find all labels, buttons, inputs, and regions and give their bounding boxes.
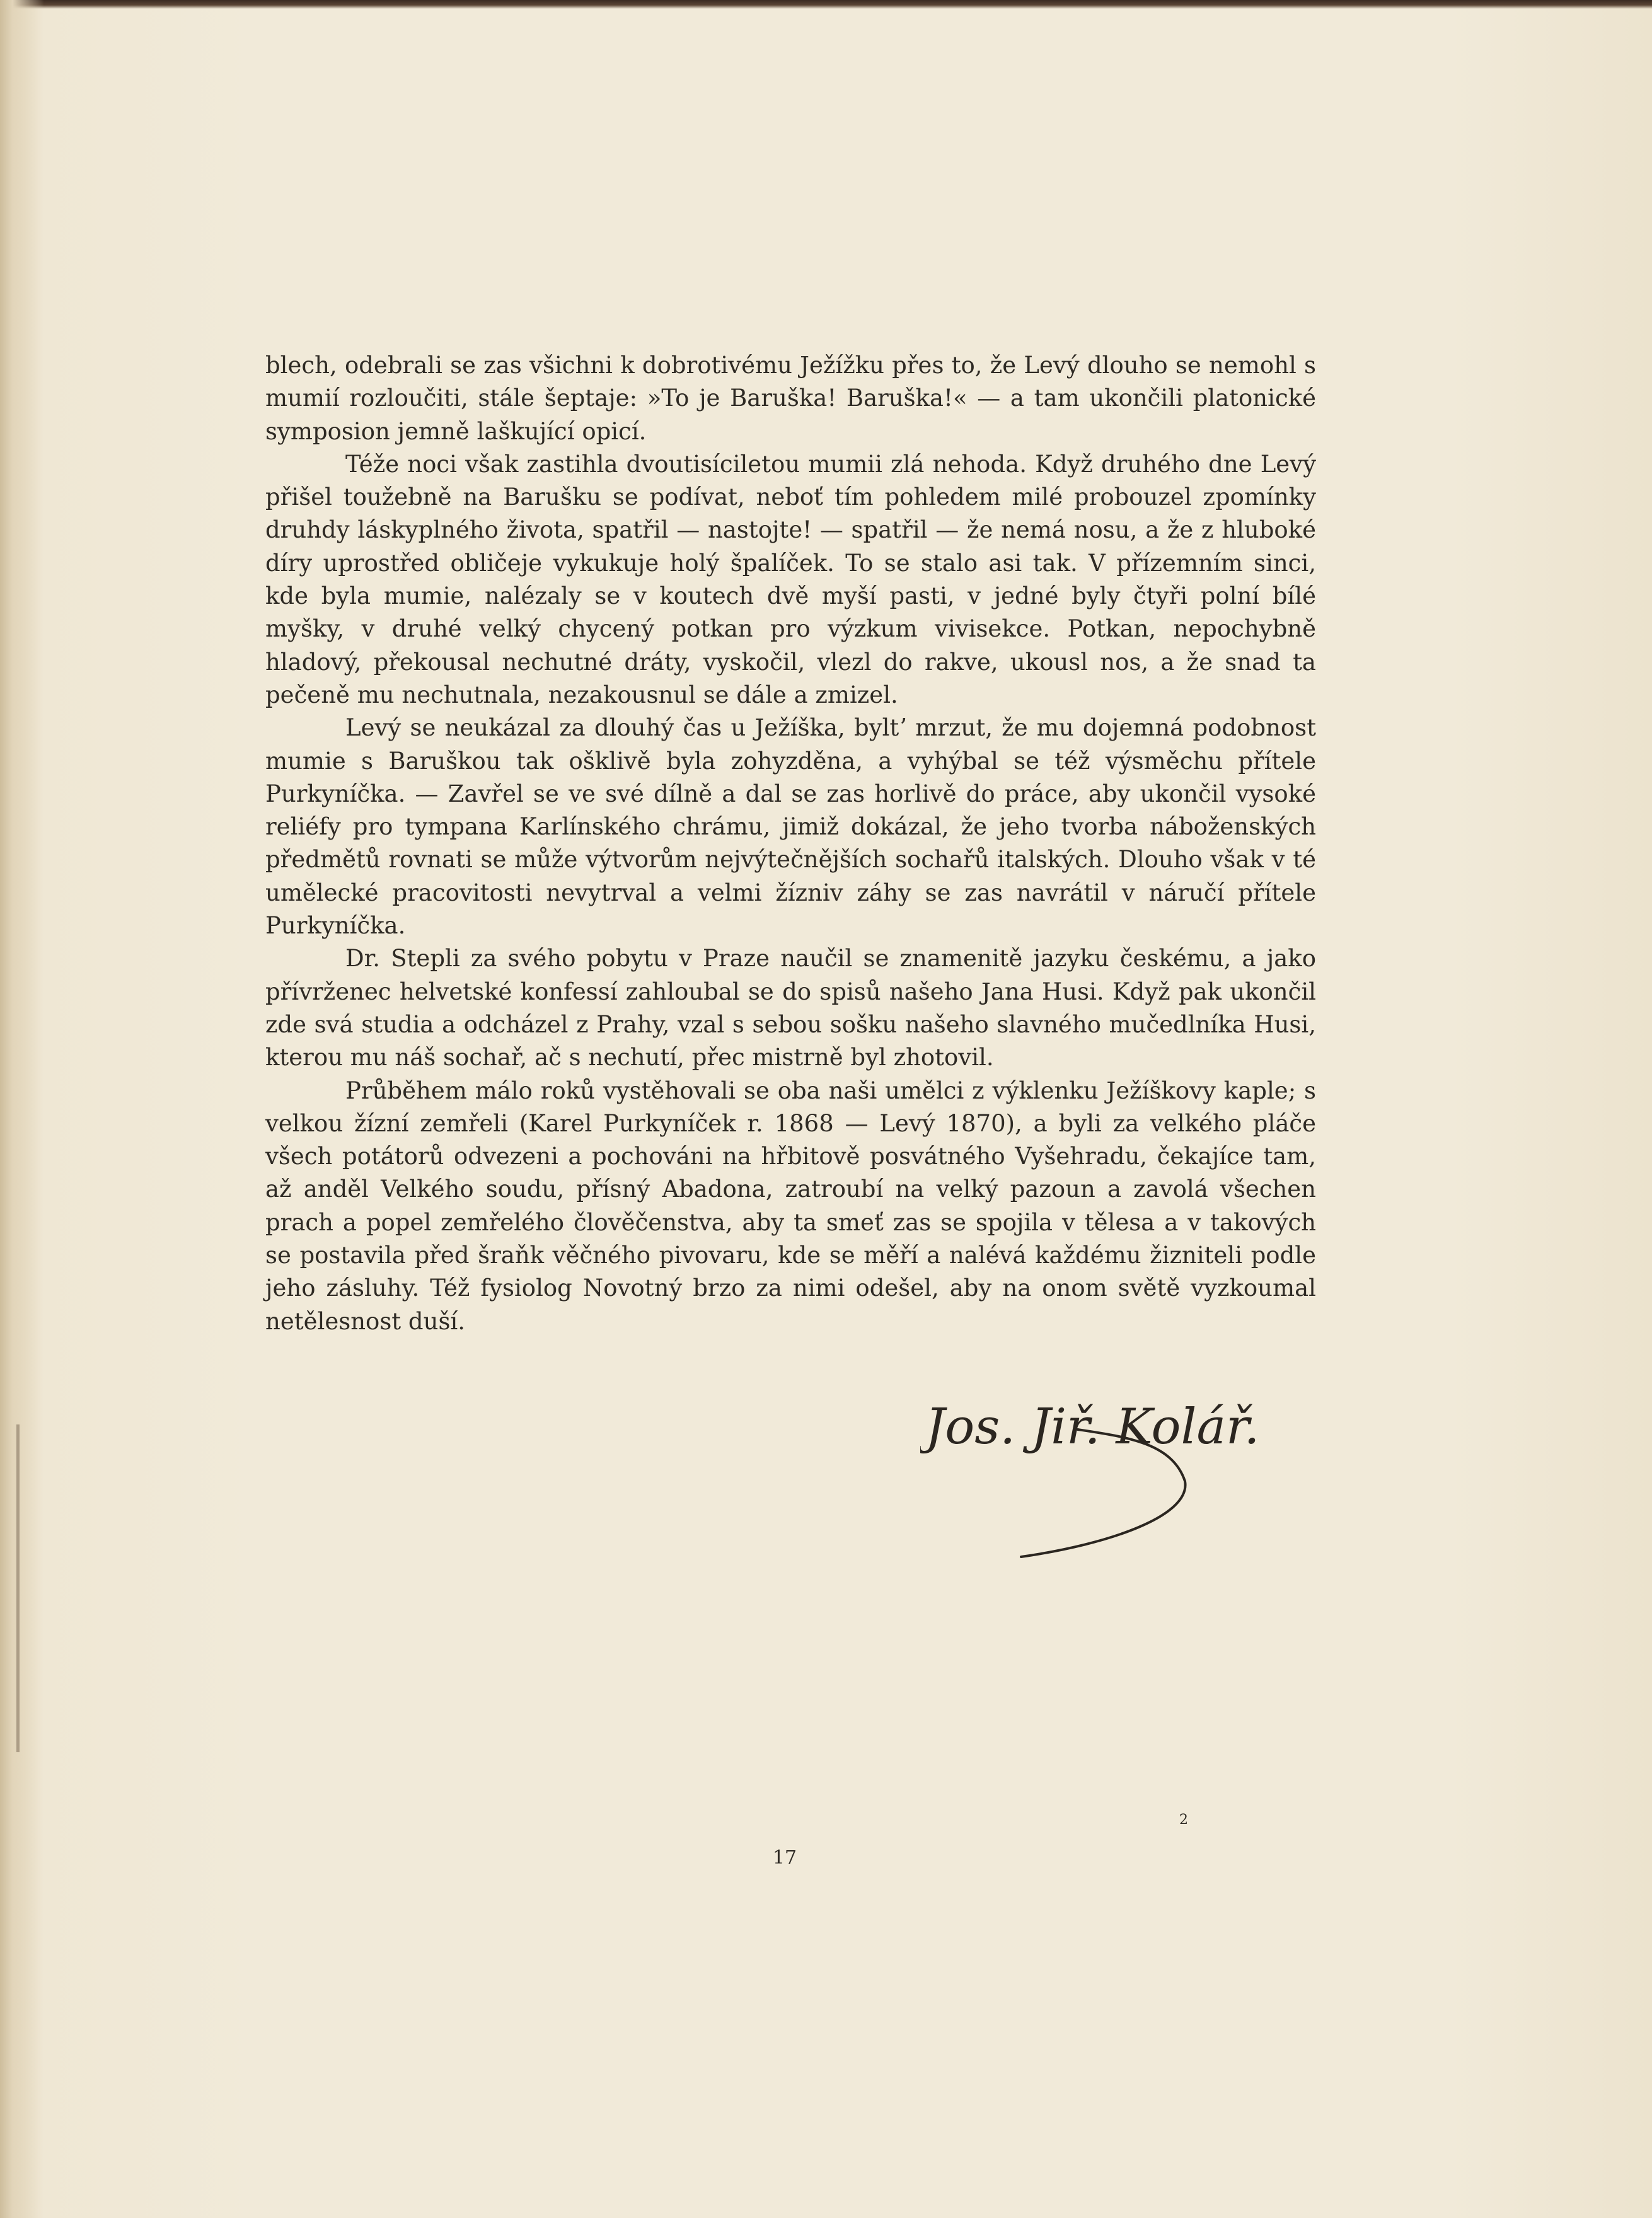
- author-signature: [920, 1368, 1273, 1576]
- paragraph-3: Levý se neukázal za dlouhý čas u Ježíška, byltʼ mrzut, že mu dojemná podobnost mumie s Baruškou tak ošklivě byla zohyzděna, a vyhýbal se též výsměchu přítele Purkyníčka. — Zavřel se ve své dílně a dal se zas horlivě do práce, aby ukončil vysoké reliéfy pro tympana Karlínského chrámu, jimiž dokázal, že jeho tvorba náboženských předmětů rovnati se může výtvorům nejvýtečnějších sochařů italských. Dlouho však v té umělecké pracovitosti nevytrval a velmi žízniv záhy se zas navrátil v náručí přítele Purkyníčka.: [265, 714, 1316, 940]
- body-text: [265, 349, 1316, 1338]
- page-binding-edge: [0, 0, 44, 2218]
- signature-text: Jos. Jiř. Kolář.: [925, 1399, 1260, 1455]
- binding-shadow: [16, 1424, 20, 1752]
- paragraph-4: Dr. Stepli za svého pobytu v Praze naučil se znamenitě jazyku českému, a jako přívrženec helvetské konfessí zahloubal se do spisů našeho Jana Husi. Když pak ukončil zde svá studia a odcházel z Prahy, vzal s sebou sošku našeho slavného mučedlníka Husi, kterou mu náš sochař, ač s nechutí, přec mistrně byl zhotovil.: [265, 945, 1316, 1071]
- page-top-edge: [0, 0, 1652, 9]
- paragraph-2: Téže noci však zastihla dvoutisíciletou mumii zlá nehoda. Když druhého dne Levý přišel toužebně na Barušku se podívat, neboť tím pohledem milé probouzel zpomínky druhdy láskyplného života, spatřil — nastojte! — spatřil — že nemá nosu, a že z hluboké díry uprostřed obličeje vykukuje holý špalíček. To se stalo asi tak. V přízemním sinci, kde byla mumie, nalézaly se v koutech dvě myší pasti, v jedné byly čtyři polní bílé myšky, v druhé velký chycený potkan pro výzkum vivisekce. Potkan, nepochybně hladový, překousal nechutné dráty, vyskočil, vlezl do rakve, ukousl nos, a že snad ta pečeně mu nechutnala, nezakousnul se dále a zmizel.: [265, 450, 1316, 708]
- paragraph-1: blech, odebrali se zas všichni k dobrotivému Ježížku přes to, že Levý dlouho se nemohl s mumií rozloučiti, stále šeptaje: »To je Baruška! Baruška!« — a tam ukončili platonické symposion jemně laškující opicí.: [265, 352, 1316, 445]
- page-number: 17: [772, 1847, 797, 1869]
- signature-mark: 2: [1179, 1812, 1188, 1828]
- paragraph-5: Průběhem málo roků vystěhovali se oba naši umělci z výklenku Ježíškovy kaple; s velkou žízní zemřeli (Karel Purkyníček r. 1868 — Levý 1870), a byli za velkého pláče všech potátorů odvezeni a pochováni na hřbitově posvátného Vyšehradu, čekajíce tam, až anděl Velkého soudu, přísný Abadona, zatroubí na velký pazoun a zavolá všechen prach a popel zemřelého člověčenstva, aby ta smeť zas se spojila v tělesa a v takových se postavila před šraňk věčného pivovaru, kde se měří a nalévá každému žizniteli podle jeho zásluhy. Též fysiolog Novotný brzo za nimi odešel, aby na onom světě vyzkoumal netělesnost duší.: [265, 1077, 1316, 1335]
